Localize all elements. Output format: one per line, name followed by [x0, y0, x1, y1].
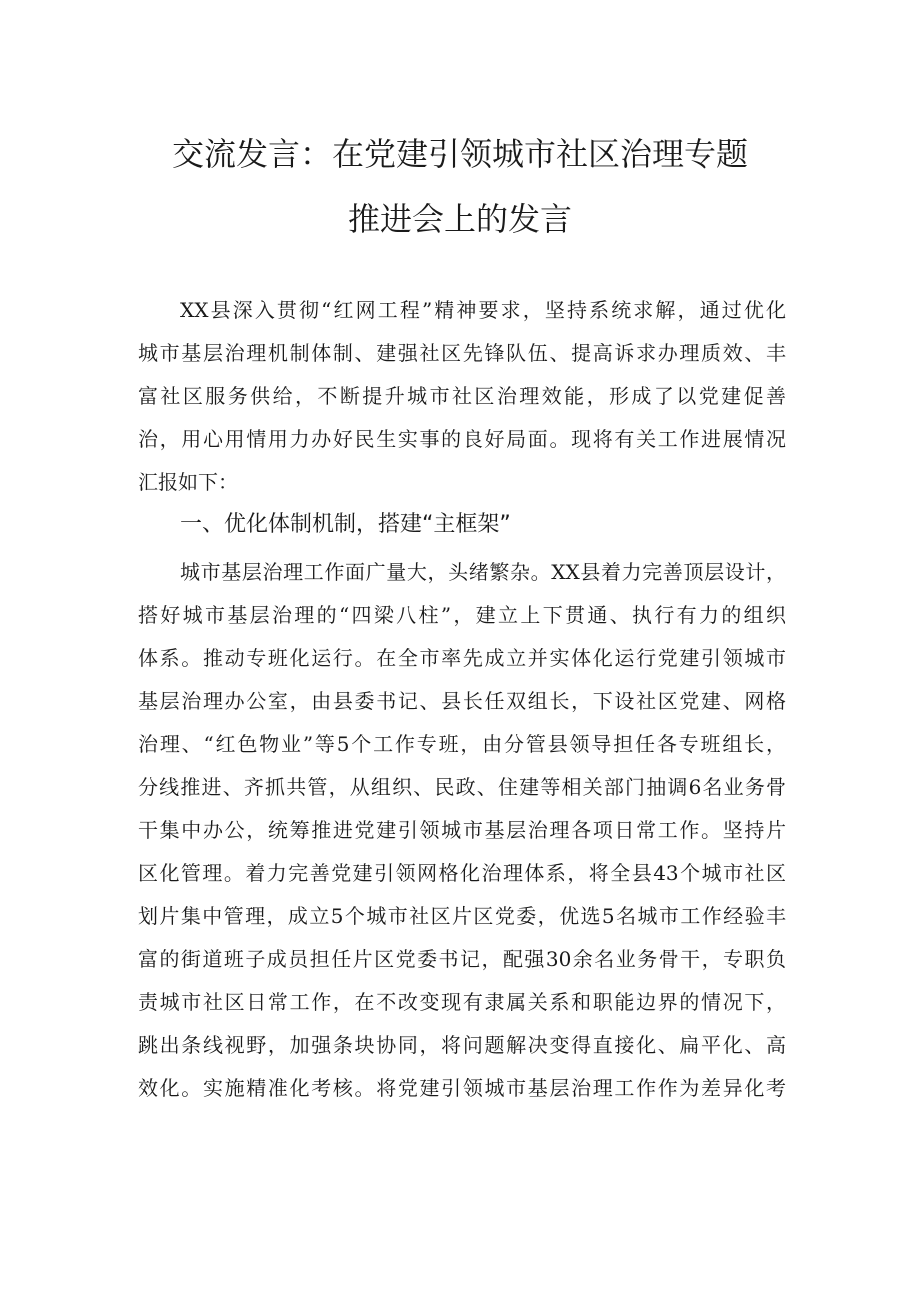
- section-1-line: 搭好城市基层治理的“四梁八柱”，建立上下贯通、执行有力的组织: [138, 603, 786, 627]
- section-1-line: 治理、“红色物业”等5个工作专班，由分管县领导担任各专班组长，: [138, 732, 786, 756]
- intro-line: 富社区服务供给，不断提升城市社区治理效能，形成了以党建促善: [138, 384, 786, 408]
- section-1-line: 体系。推动专班化运行。在全市率先成立并实体化运行党建引领城市: [138, 646, 786, 670]
- section-1-line: 分线推进、齐抓共管，从组织、民政、住建等相关部门抽调6名业务骨: [138, 775, 786, 799]
- intro-line: 汇报如下：: [138, 470, 238, 494]
- section-1-line: 跳出条线视野，加强条块协同，将问题解决变得直接化、扁平化、高: [138, 1033, 786, 1057]
- document-title-line-1: 交流发言：在党建引领城市社区治理专题: [171, 135, 748, 173]
- intro-line: XX县深入贯彻“红网工程”精神要求，坚持系统求解，通过优化: [180, 298, 786, 322]
- section-1-line: 基层治理办公室，由县委书记、县长任双组长，下设社区党建、网格: [138, 689, 786, 713]
- section-1-line: 效化。实施精准化考核。将党建引领城市基层治理工作作为差异化考: [138, 1076, 786, 1100]
- intro-line: 城市基层治理机制体制、建强社区先锋队伍、提高诉求办理质效、丰: [138, 341, 786, 365]
- intro-line: 治，用心用情用力办好民生实事的良好局面。现将有关工作进展情况: [138, 427, 786, 451]
- section-1-line: 划片集中管理，成立5个城市社区片区党委，优选5名城市工作经验丰: [138, 904, 786, 928]
- section-1-line: 责城市社区日常工作，在不改变现有隶属关系和职能边界的情况下，: [138, 990, 786, 1014]
- section-1-line: 干集中办公，统筹推进党建引领城市基层治理各项日常工作。坚持片: [138, 818, 786, 842]
- section-1-line: 区化管理。着力完善党建引领网格化治理体系，将全县43个城市社区: [138, 861, 786, 885]
- section-1-heading: 一、优化体制机制，搭建“主框架”: [180, 512, 511, 537]
- document-title-line-2: 推进会上的发言: [347, 200, 572, 238]
- section-1-line: 富的街道班子成员担任片区党委书记，配强30余名业务骨干，专职负: [138, 947, 786, 971]
- section-1-line: 城市基层治理工作面广量大，头绪繁杂。XX县着力完善顶层设计，: [180, 560, 786, 584]
